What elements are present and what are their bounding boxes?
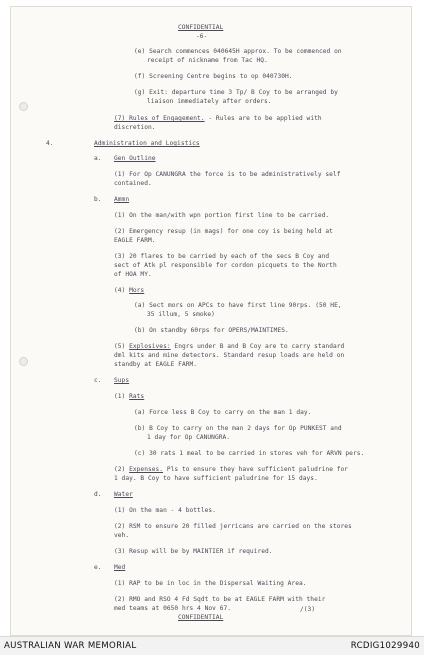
sub-b-title: Ammn — [114, 196, 130, 203]
d2-cont: veh. — [114, 532, 130, 539]
c1a: (a) Force less B Coy to carry on the man 1 day. — [134, 409, 312, 416]
classification-header: CONFIDENTIAL — [178, 24, 224, 31]
para-g-cont: liaison immediately after orders. — [147, 98, 272, 105]
d2: (2) RSM to ensure 20 filled jerricans are carried on the stores — [114, 523, 352, 530]
b5-cont: dml kits and mine detectors. Standard resup loads are held on — [114, 352, 345, 359]
continued-marker: /(3) — [300, 606, 316, 613]
c2: (2) Expenses. Pls to ensure they have sufficient paludrine for — [114, 466, 349, 473]
sub-d-title: Water — [114, 491, 133, 498]
sub-c-label: c. — [94, 377, 102, 384]
section-number: 4. — [46, 140, 54, 147]
b2-cont: EAGLE FARM. — [114, 237, 156, 244]
a1: (1) For Op CANUNGRA the force is to be administratively self — [114, 171, 341, 178]
d1: (1) On the man - 4 bottles. — [114, 507, 216, 514]
classification-footer: CONFIDENTIAL — [178, 614, 224, 621]
punch-hole — [19, 102, 28, 111]
para-e-cont: receipt of nickname from Tac HQ. — [147, 57, 268, 64]
d3: (3) Resup will be by MAINTIER if required. — [114, 548, 273, 555]
archive-name: AUSTRALIAN WAR MEMORIAL — [4, 641, 137, 651]
sub-e-title: Med — [114, 564, 126, 571]
c1b: (b) B Coy to carry on the man 2 days for Op PUNKEST and — [134, 425, 342, 432]
b3: (3) 20 flares to be carried by each of the secs B Coy and — [114, 253, 330, 260]
sub-d-label: d. — [94, 491, 102, 498]
b5: (5) Explosives: Engrs under B and B Coy are to carry standard — [114, 343, 345, 350]
page-number: -6- — [196, 33, 208, 40]
para-7: (7) Rules of Engagement. - Rules are to be applied with — [114, 115, 322, 122]
sub-e-label: e. — [94, 564, 102, 571]
section-title: Administration and Logistics — [94, 140, 200, 147]
sub-a-title: Gen Outline — [114, 155, 156, 162]
e2-cont: med teams at 0650 hrs 4 Nov 67. — [114, 605, 232, 612]
para-g: (g) Exit: departure time 3 Tp/ B Coy to be arranged by — [134, 89, 338, 96]
b3-cont2: of HOA MY. — [114, 271, 152, 278]
c1c: (c) 30 rats 1 meal to be carried in stores veh for ARVN pers. — [134, 450, 365, 457]
para-7-cont: discretion. — [114, 124, 156, 131]
para-f: (f) Screening Centre begins to op 040730H. — [134, 73, 293, 80]
c1: (1) Rats — [114, 393, 145, 400]
b3-cont: sect of Atk pl responsible for cordon picquets to the North — [114, 262, 337, 269]
b1: (1) On the man/with wpn portion first line to be carried. — [114, 212, 330, 219]
e1: (1) RAP to be in loc in the Dispersal Waiting Area. — [114, 580, 307, 587]
para-e: (e) Search commences 040645H approx. To be commenced on — [134, 48, 342, 55]
b5-cont2: standby at EAGLE FARM. — [114, 361, 198, 368]
b4b: (b) On standby 60rps for OPERS/MAINTIMES. — [134, 327, 289, 334]
a1-cont: contained. — [114, 180, 152, 187]
sub-c-title: Sups — [114, 377, 130, 384]
b4a-cont: 35 illum, 5 smoke) — [147, 311, 215, 318]
b4: (4) Mors — [114, 287, 145, 294]
archive-id: RCDIG1029940 — [350, 641, 420, 651]
sub-a-label: a. — [94, 155, 102, 162]
c1b-cont: 1 day for Op CANUNGRA. — [147, 434, 231, 441]
b4a: (a) Sect mors on APCs to have first line 90rps. (50 HE, — [134, 302, 342, 309]
e2: (2) RMO and RSO 4 Fd Sqdt to be at EAGLE FARM with their — [114, 596, 326, 603]
sub-b-label: b. — [94, 196, 102, 203]
b2: (2) Emergency resup (in mags) for one coy is being held at — [114, 228, 333, 235]
archive-footer-bar — [0, 636, 424, 655]
c2-cont: 1 day. B Coy to have sufficient paludrine for 15 days. — [114, 475, 318, 482]
punch-hole — [19, 357, 28, 366]
